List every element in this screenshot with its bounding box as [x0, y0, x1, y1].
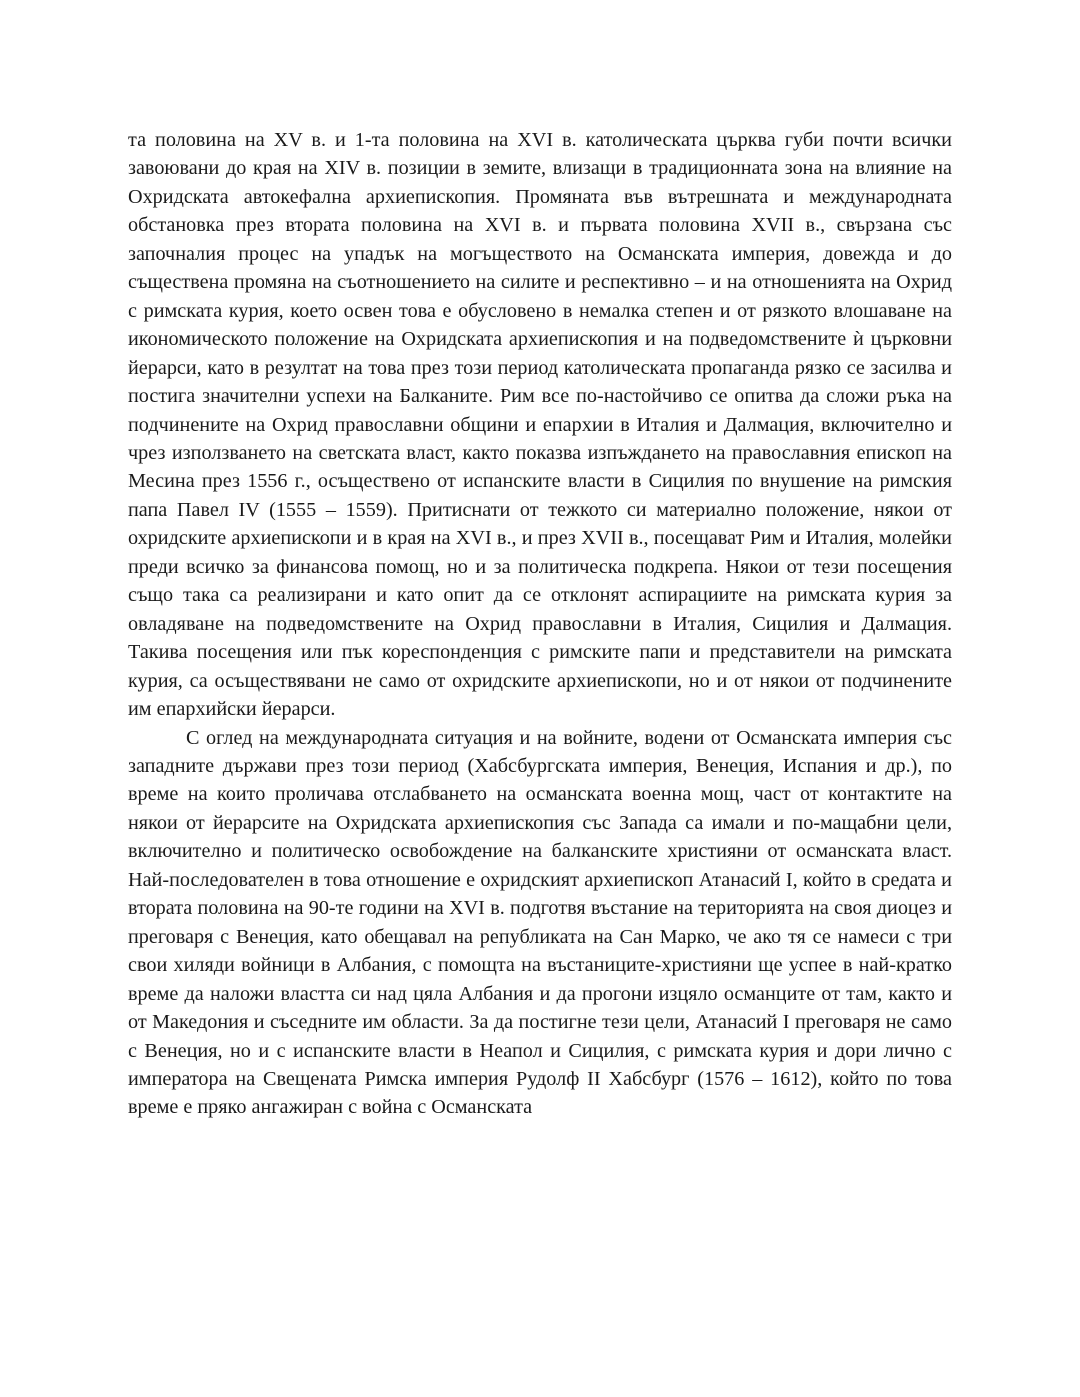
- paragraph-2: С оглед на международната ситуация и на войните, водени от Османската империя със западните държави през този период (Хабсбургската империя, Венеция, Испания и др.), по време на които проличава отслабването на османската военна мощ, част от контактите на някои от йерарсите на Охридската архиепископия със Запада са имали и по-мащабни цели, включително и политическо освобождение на балканските християни от османската власт. Най-последователен в това отношение е охридският архиепископ Атанасий I, който в средата и втората половина на 90-те години на XVI в. подготвя въстание на територията на своя диоцез и преговаря с Венеция, като обещавал на републиката на Сан Марко, че ако тя се намеси с три свои хиляди войници в Албания, с помощта на въстаниците-християни ще успее в най-кратко време да наложи властта си над цяла Албания и да прогони изцяло османците от там, както и от Македония и съседните им области. За да постигне тези цели, Атанасий I преговаря не само с Венеция, но и с испанските власти в Неапол и Сицилия, с римската курия и дори лично с императора на Свещената Римска империя Рудолф II Хабсбург (1576 – 1612), който по това време е пряко ангажиран с война с Османската: [128, 726, 952, 1119]
- body-text: [128, 126, 952, 1122]
- paragraph-1: та половина на XV в. и 1-та половина на XVI в. католическата църква губи почти всички завоювани до края на XIV в. позиции в земите, влизащи в традиционната зона на влияние на Охридската автокефална архиепископия. Промяната във вътрешната и международната обстановка през втората половина на XVI в. и първата половина XVII в., свързана със започналия процес на упадък на могъществото на Османската империя, довежда и до съществена промяна на съотношението на силите и респективно – и на отношенията на Охрид с римската курия, което освен това е обусловено в немалка степен и от рязкото влошаване на икономическото положение на Охридската архиепископия и на подведомствените ѝ църковни йерарси, като в резултат на това през този период католическата пропаганда рязко се засилва и постига значителни успехи на Балканите. Рим все по-настойчиво се опитва да сложи ръка на подчинените на Охрид православни общини и епархии в Италия и Далмация, включително и чрез използването на светската власт, както показва изпъждането на православния епископ на Месина през 1556 г., осъществено от испанските власти в Сицилия по внушение на римския папа Павел IV (1555 – 1559). Притиснати от тежкото си материално положение, някои от охридските архиепископи и в края на XVI в., и през XVII в., посещават Рим и Италия, молейки преди всичко за финансова помощ, но и за политическа подкрепа. Някои от тези посещения също така са реализирани и като опит да се отклонят аспирациите на римската курия за овладяване на подведомствените на Охрид православни в Италия, Сицилия и Далмация. Такива посещения или пък кореспонденция с римските папи и представители на римската курия, са осъществявани не само от охридските архиепископи, но и от някои от подчинените им епархийски йерарси.: [128, 129, 952, 721]
